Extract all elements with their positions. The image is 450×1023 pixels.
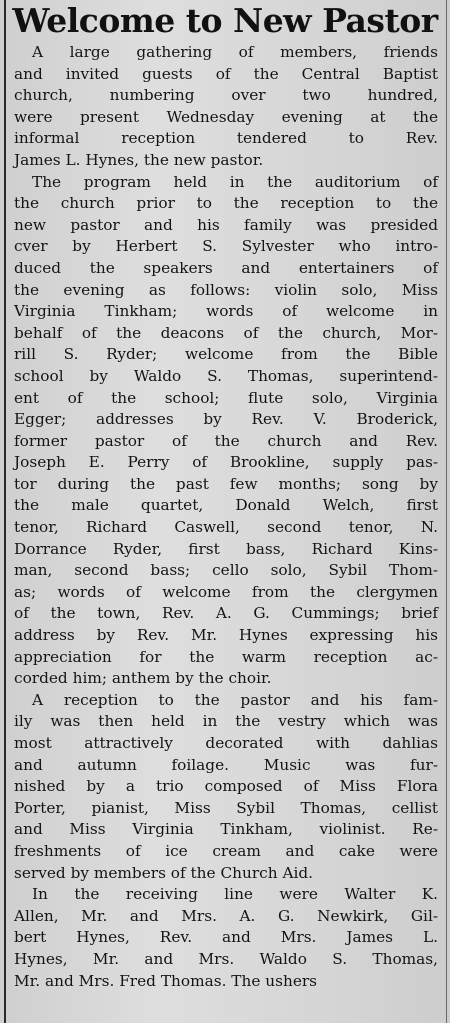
text-line: bert Hynes, Rev. and Mrs. James L. xyxy=(14,928,438,947)
text-line: most attractively decorated with dahlias xyxy=(14,734,438,752)
text-line: informal reception tendered to Rev. xyxy=(14,129,438,148)
text-line: ily was then held in the vestry which was xyxy=(14,712,438,731)
text-line: and invited guests of the Central Baptist xyxy=(14,64,438,83)
text-line: new pastor and his family was presided xyxy=(14,215,438,234)
text-line: A reception to the pastor and his fam- xyxy=(32,690,438,709)
text-line: church, numbering over two hundred, xyxy=(14,86,438,105)
text-line: Egger; addresses by Rev. V. Broderick, xyxy=(14,410,438,429)
text-line: freshments of ice cream and cake were xyxy=(14,841,438,860)
text-line: were present Wednesday evening at the xyxy=(14,107,438,126)
text-line: duced the speakers and entertainers of xyxy=(14,258,438,277)
text-line: Mr. and Mrs. Fred Thomas. The ushers xyxy=(14,971,318,990)
text-line: as; words of welcome from the clergymen xyxy=(14,582,438,601)
column-rule-left xyxy=(4,0,6,1023)
text-line: A large gathering of members, friends xyxy=(32,43,438,61)
headline: Welcome to New Pastor xyxy=(12,1,438,40)
text-line: of the town, Rev. A. G. Cummings; brief xyxy=(14,604,438,623)
text-line: In the receiving line were Walter K. xyxy=(32,885,438,904)
text-line: ent of the school; flute solo, Virginia xyxy=(14,388,438,407)
text-line: tenor, Richard Caswell, second tenor, N. xyxy=(14,518,438,537)
text-line: tor during the past few months; song by xyxy=(14,474,438,493)
article-body xyxy=(14,42,438,992)
text-line: appreciation for the warm reception ac- xyxy=(14,647,438,666)
column-rule-right xyxy=(446,0,447,1023)
text-line: rill S. Ryder; welcome from the Bible xyxy=(14,345,438,364)
paragraph xyxy=(14,172,438,690)
text-line: Hynes, Mr. and Mrs. Waldo S. Thomas, xyxy=(14,949,438,968)
text-line: corded him; anthem by the choir. xyxy=(14,669,272,688)
text-line: the evening as follows: violin solo, Miss xyxy=(14,280,438,299)
text-line: cver by Herbert S. Sylvester who intro- xyxy=(14,237,438,256)
paragraph xyxy=(14,690,438,884)
paragraph xyxy=(14,884,438,992)
text-line: the church prior to the reception to the xyxy=(14,194,438,213)
paragraph xyxy=(14,42,438,172)
text-line: school by Waldo S. Thomas, superintend- xyxy=(14,366,438,385)
text-line: Dorrance Ryder, first bass, Richard Kins- xyxy=(14,539,438,558)
text-line: address by Rev. Mr. Hynes expressing his xyxy=(14,626,438,645)
text-line: Virginia Tinkham; words of welcome in xyxy=(14,302,438,321)
text-line: former pastor of the church and Rev. xyxy=(14,431,438,450)
text-line: the male quartet, Donald Welch, first xyxy=(14,496,438,515)
text-line: Joseph E. Perry of Brookline, supply pas- xyxy=(14,453,438,472)
text-line: James L. Hynes, the new pastor. xyxy=(14,150,264,169)
text-line: served by members of the Church Aid. xyxy=(14,863,314,882)
text-line: and autumn foilage. Music was fur- xyxy=(14,755,438,774)
text-line: nished by a trio composed of Miss Flora xyxy=(14,777,438,796)
text-line: and Miss Virginia Tinkham, violinist. Re- xyxy=(14,820,438,839)
text-line: Porter, pianist, Miss Sybil Thomas, cellist xyxy=(14,798,438,817)
text-line: man, second bass; cello solo, Sybil Thom- xyxy=(14,561,438,580)
text-line: behalf of the deacons of the church, Mor- xyxy=(14,323,438,342)
text-line: Allen, Mr. and Mrs. A. G. Newkirk, Gil- xyxy=(14,906,438,925)
text-line: The program held in the auditorium of xyxy=(32,172,438,191)
